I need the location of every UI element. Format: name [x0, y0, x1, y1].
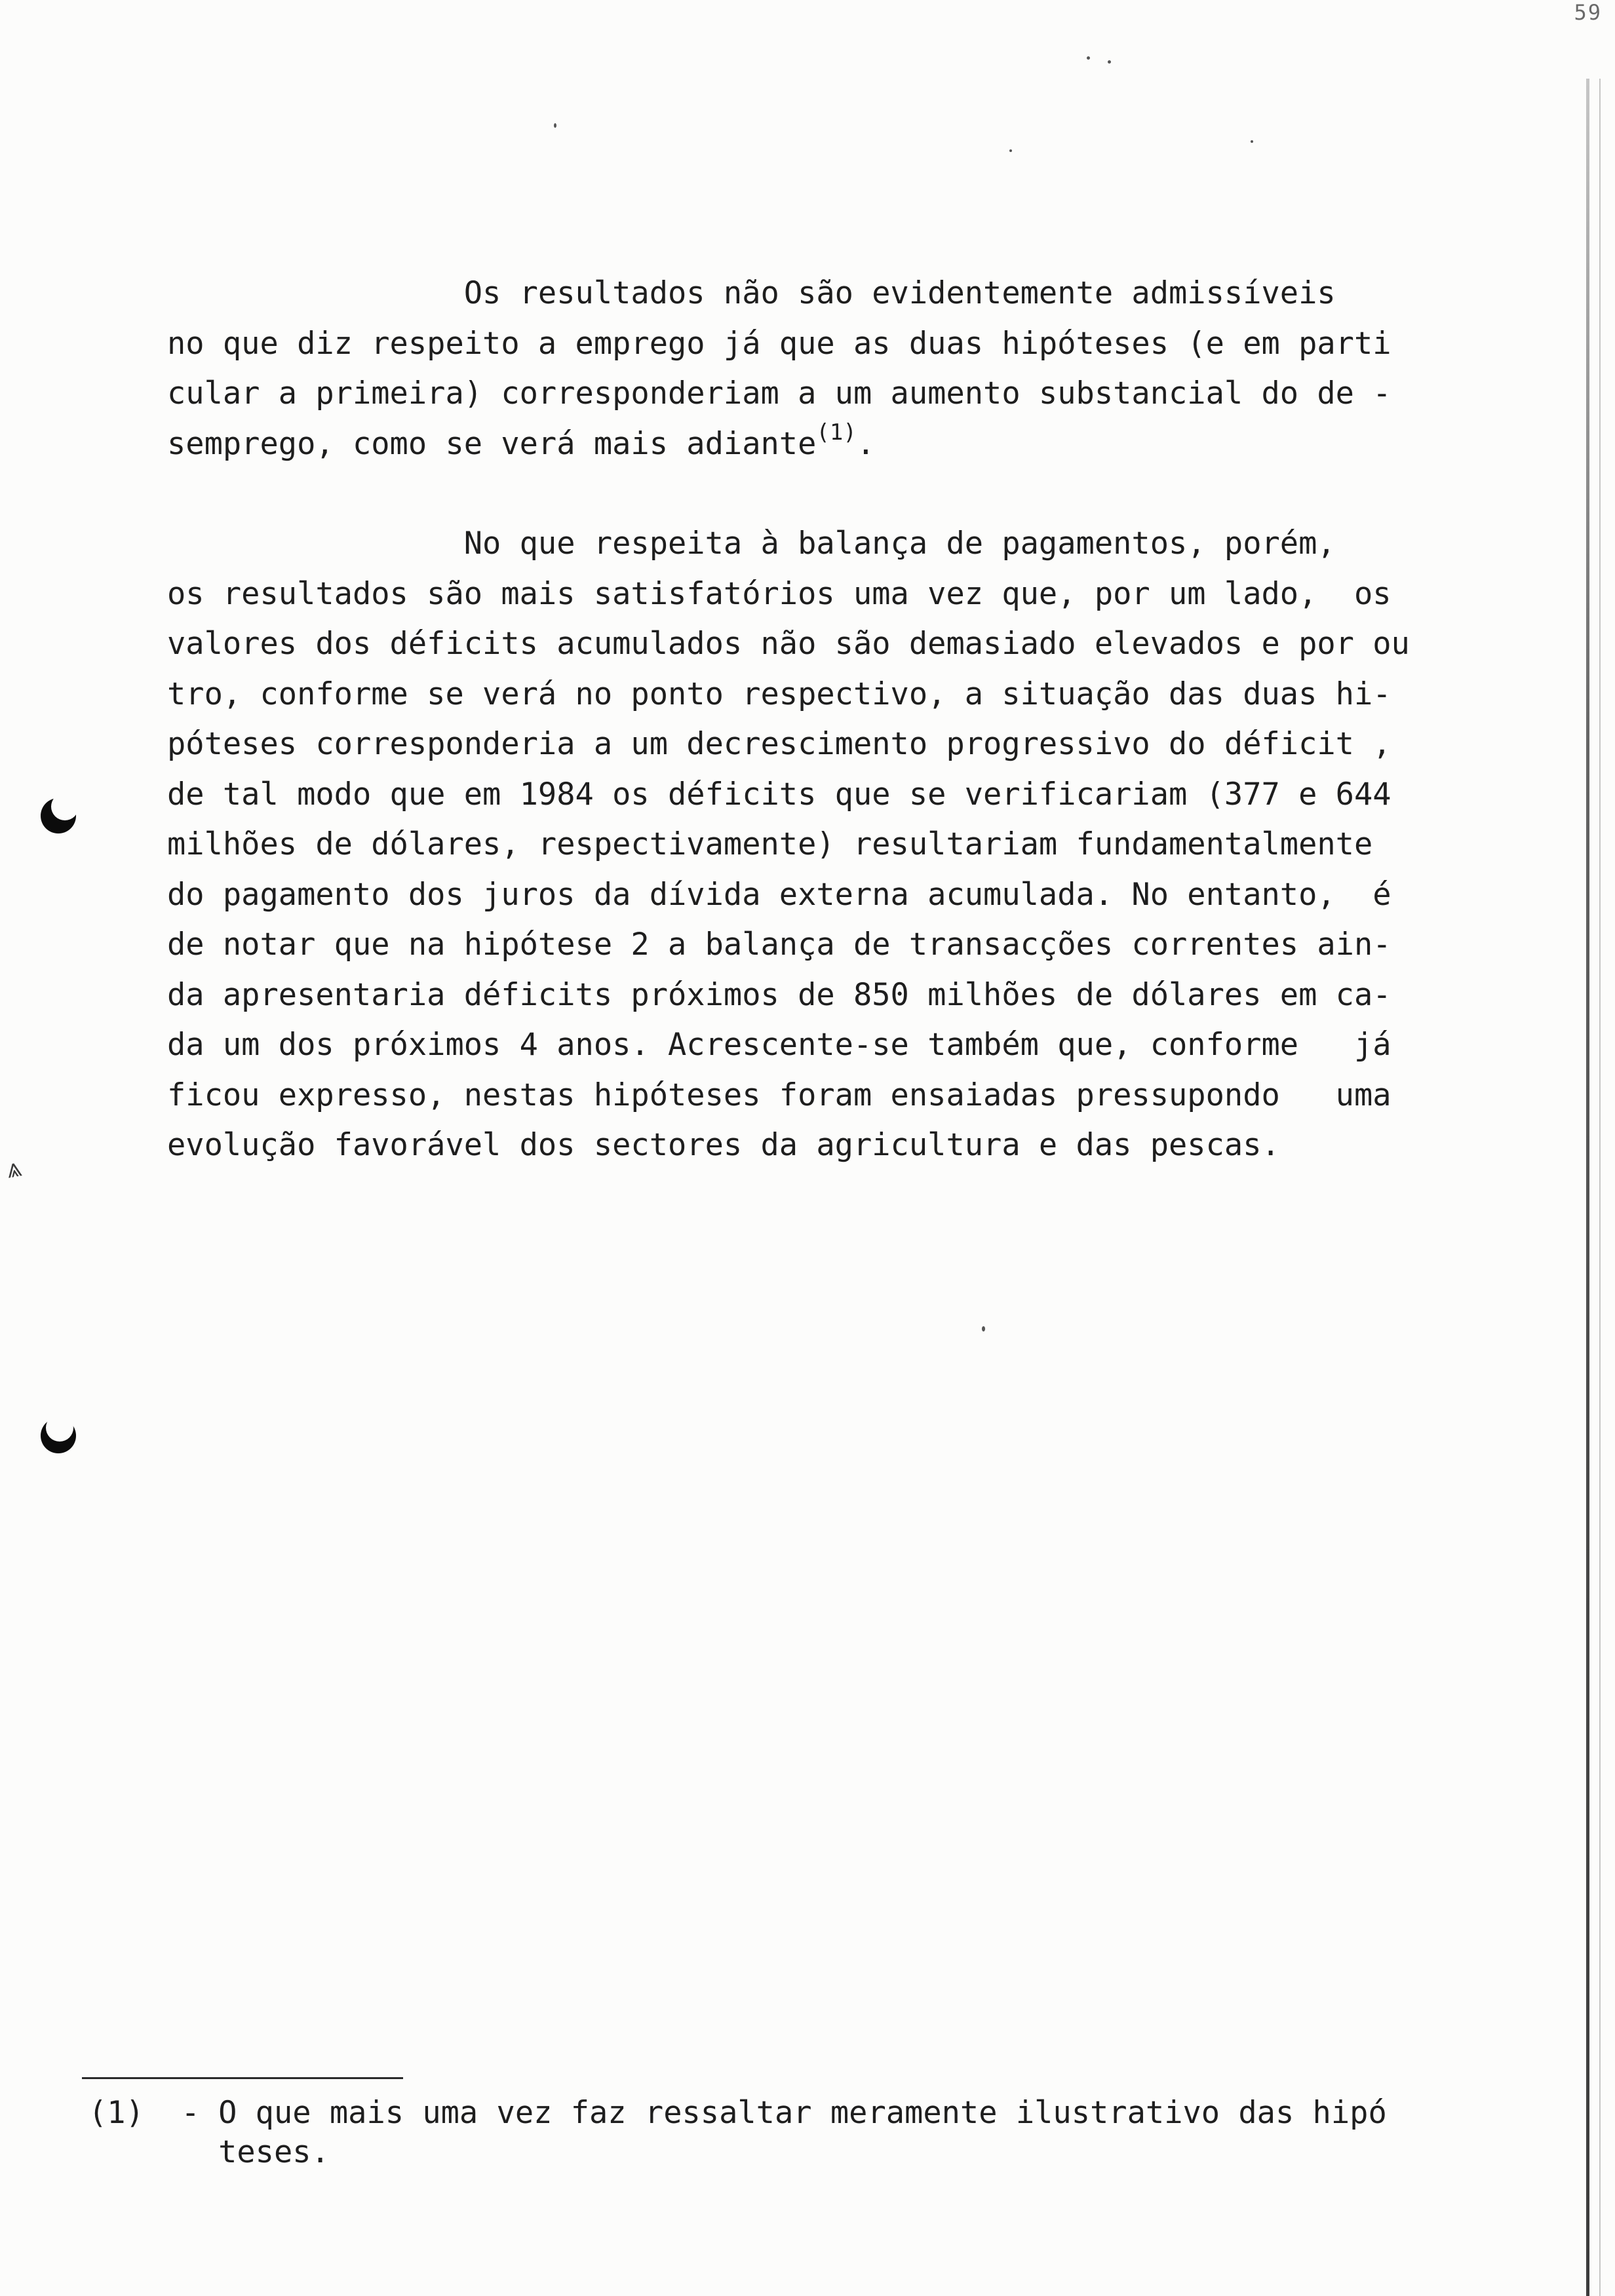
punch-hole-upper [41, 798, 76, 833]
paragraph-1-line-end: . [856, 425, 876, 462]
paragraph-2-line: da apresentaria déficits próximos de 850 milhões de dólares em ca- [167, 976, 1391, 1013]
paragraph-2-line: No que respeita à balança de pagamentos, porém, [167, 526, 1336, 562]
paragraph-1-line: no que diz respeito a emprego já que as duas hipóteses (e em parti [167, 325, 1391, 362]
scan-speck [554, 123, 556, 128]
scan-speck [1087, 56, 1090, 60]
scan-speck [982, 1326, 985, 1331]
footnote-line: teses. [88, 2134, 330, 2170]
punch-hole-lower [41, 1418, 76, 1453]
footnote-separator [82, 2077, 403, 2079]
paragraph-2-line: de notar que na hipótese 2 a balança de transacções correntes ain- [167, 927, 1391, 963]
scan-edge-line [1586, 79, 1589, 2296]
paragraph-2-line: milhões de dólares, respectivamente) resultariam fundamentalmente [167, 826, 1373, 862]
paragraph-2-line: tro, conforme se verá no ponto respectivo, a situação das duas hi- [167, 676, 1391, 712]
paragraph-2-line: valores dos déficits acumulados não são demasiado elevados e por ou [167, 626, 1410, 662]
page-number: 59 [1574, 0, 1602, 25]
paragraph-1 [167, 269, 1517, 472]
paragraph-2-line: ficou expresso, nestas hipóteses foram ensaiadas pressupondo uma [167, 1077, 1391, 1113]
footnote-reference: (1) [816, 419, 857, 446]
footnote [88, 2094, 1530, 2172]
paragraph-1-line: Os resultados não são evidentemente admissíveis [167, 275, 1336, 311]
paragraph-2-line: do pagamento dos juros da dívida externa acumulada. No entanto, é [167, 876, 1391, 913]
paragraph-2-line: da um dos próximos 4 anos. Acrescente-se também que, conforme já [167, 1027, 1391, 1063]
paragraph-1-line: semprego, como se verá mais adiante [167, 425, 817, 462]
paragraph-2 [167, 519, 1517, 1171]
scan-speck [1251, 140, 1253, 143]
scan-speck [1108, 60, 1111, 64]
margin-pencil-mark: ⩓ [4, 1152, 24, 1185]
scan-edge-line-thin [1599, 79, 1601, 2296]
footnote-line: (1) - O que mais uma vez faz ressaltar meramente ilustrativo das hipó [88, 2095, 1387, 2131]
paragraph-2-line: póteses corresponderia a um decrescimento progressivo do déficit , [167, 726, 1391, 762]
paragraph-2-line: os resultados são mais satisfatórios uma vez que, por um lado, os [167, 575, 1391, 612]
paragraph-2-line: evolução favorável dos sectores da agricultura e das pescas. [167, 1127, 1280, 1163]
scan-speck [1009, 149, 1012, 152]
paragraph-1-line: cular a primeira) corresponderiam a um aumento substancial do de - [167, 375, 1391, 411]
paragraph-2-line: de tal modo que em 1984 os déficits que se verificariam (377 e 644 [167, 776, 1391, 813]
